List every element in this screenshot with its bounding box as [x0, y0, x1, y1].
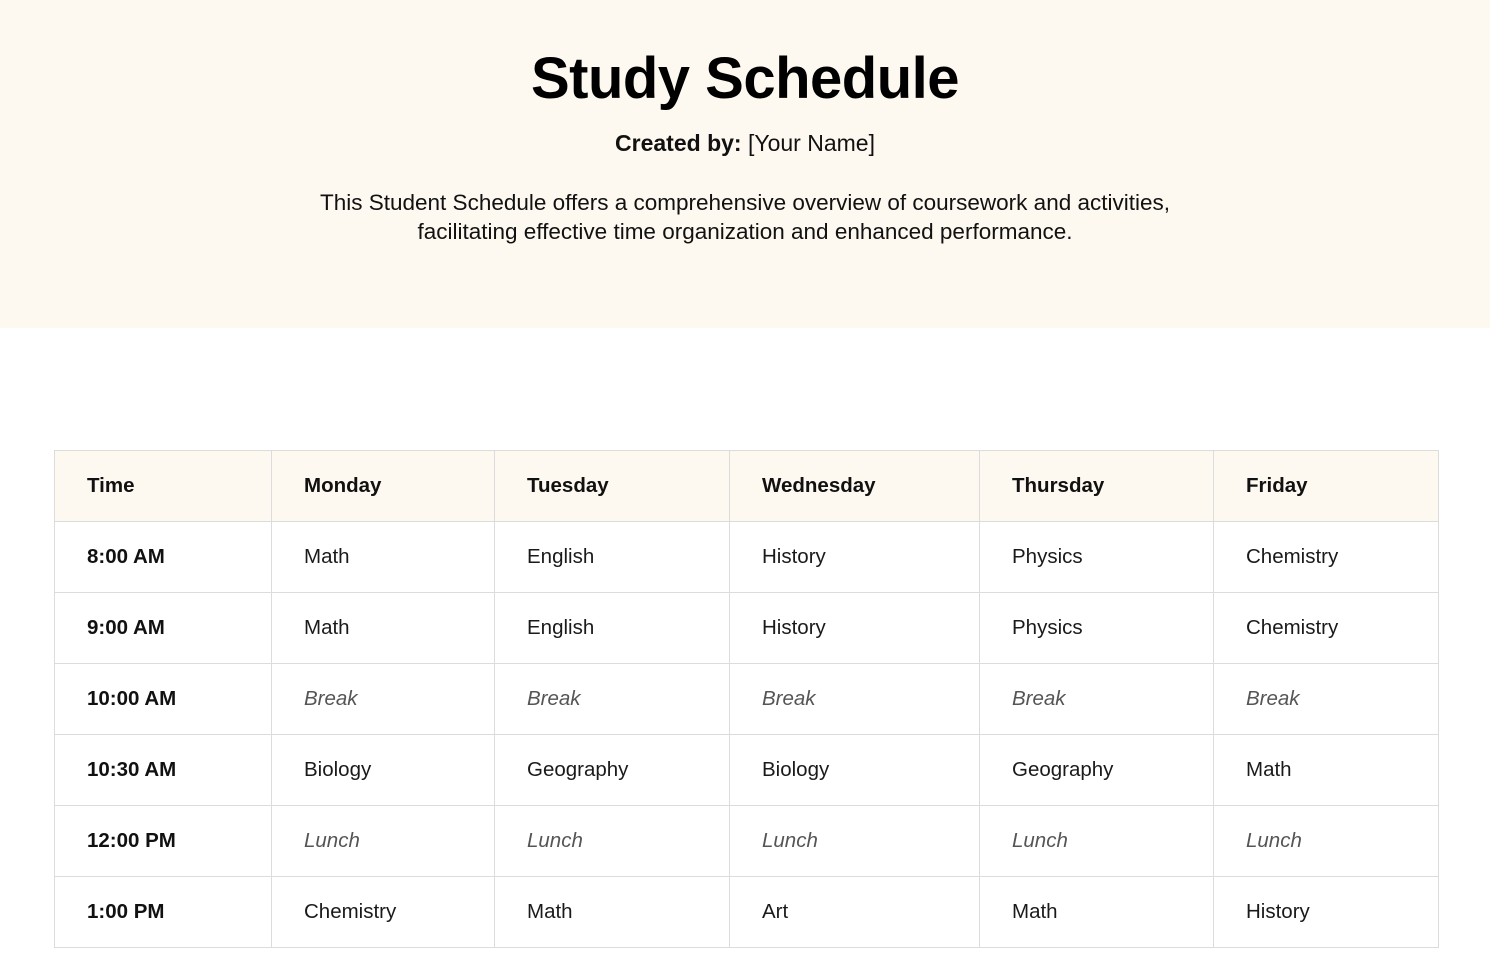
column-header-wednesday: Wednesday [730, 451, 980, 522]
time-cell: 8:00 AM [55, 522, 272, 593]
table-row [55, 522, 1439, 593]
page-title: Study Schedule [530, 46, 960, 111]
column-header-friday: Friday [1214, 451, 1439, 522]
schedule-cell: Chemistry [1214, 522, 1439, 593]
time-cell: 12:00 PM [55, 806, 272, 877]
schedule-cell: Geography [980, 735, 1214, 806]
schedule-table-container [54, 450, 1438, 948]
schedule-cell: History [730, 593, 980, 664]
schedule-cell: Break [495, 664, 730, 735]
table-row [55, 593, 1439, 664]
time-cell: 10:00 AM [55, 664, 272, 735]
table-row [55, 806, 1439, 877]
schedule-cell: Chemistry [272, 877, 495, 948]
time-cell: 10:30 AM [55, 735, 272, 806]
schedule-cell: English [495, 593, 730, 664]
schedule-body [55, 522, 1439, 948]
schedule-table [54, 450, 1439, 948]
schedule-cell: Break [272, 664, 495, 735]
schedule-cell: Physics [980, 522, 1214, 593]
header-banner [0, 0, 1490, 328]
time-cell: 9:00 AM [55, 593, 272, 664]
schedule-cell: Lunch [1214, 806, 1439, 877]
table-header-row [55, 451, 1439, 522]
schedule-cell: Math [1214, 735, 1439, 806]
column-header-tuesday: Tuesday [495, 451, 730, 522]
schedule-cell: Break [730, 664, 980, 735]
description: This Student Schedule offers a comprehensive overview of coursework and activities, facilitating effective time organization and enhanced performance. [319, 190, 1170, 244]
schedule-cell: English [495, 522, 730, 593]
schedule-cell: Break [980, 664, 1214, 735]
schedule-cell: Geography [495, 735, 730, 806]
schedule-cell: Lunch [730, 806, 980, 877]
schedule-cell: Biology [730, 735, 980, 806]
schedule-cell: Lunch [495, 806, 730, 877]
schedule-cell: History [1214, 877, 1439, 948]
schedule-cell: Chemistry [1214, 593, 1439, 664]
schedule-cell: Math [495, 877, 730, 948]
table-row [55, 877, 1439, 948]
created-by-line [0, 128, 1490, 158]
schedule-cell: Art [730, 877, 980, 948]
schedule-cell: Lunch [980, 806, 1214, 877]
created-by-label: Created by: [615, 130, 742, 156]
time-cell: 1:00 PM [55, 877, 272, 948]
table-row [55, 664, 1439, 735]
created-by-value: [Your Name] [747, 130, 875, 156]
column-header-thursday: Thursday [980, 451, 1214, 522]
schedule-cell: Math [272, 593, 495, 664]
column-header-time: Time [55, 451, 272, 522]
column-header-monday: Monday [272, 451, 495, 522]
schedule-cell: Math [272, 522, 495, 593]
schedule-cell: Break [1214, 664, 1439, 735]
schedule-cell: Biology [272, 735, 495, 806]
schedule-cell: Lunch [272, 806, 495, 877]
schedule-cell: Physics [980, 593, 1214, 664]
table-row [55, 735, 1439, 806]
schedule-cell: History [730, 522, 980, 593]
schedule-cell: Math [980, 877, 1214, 948]
